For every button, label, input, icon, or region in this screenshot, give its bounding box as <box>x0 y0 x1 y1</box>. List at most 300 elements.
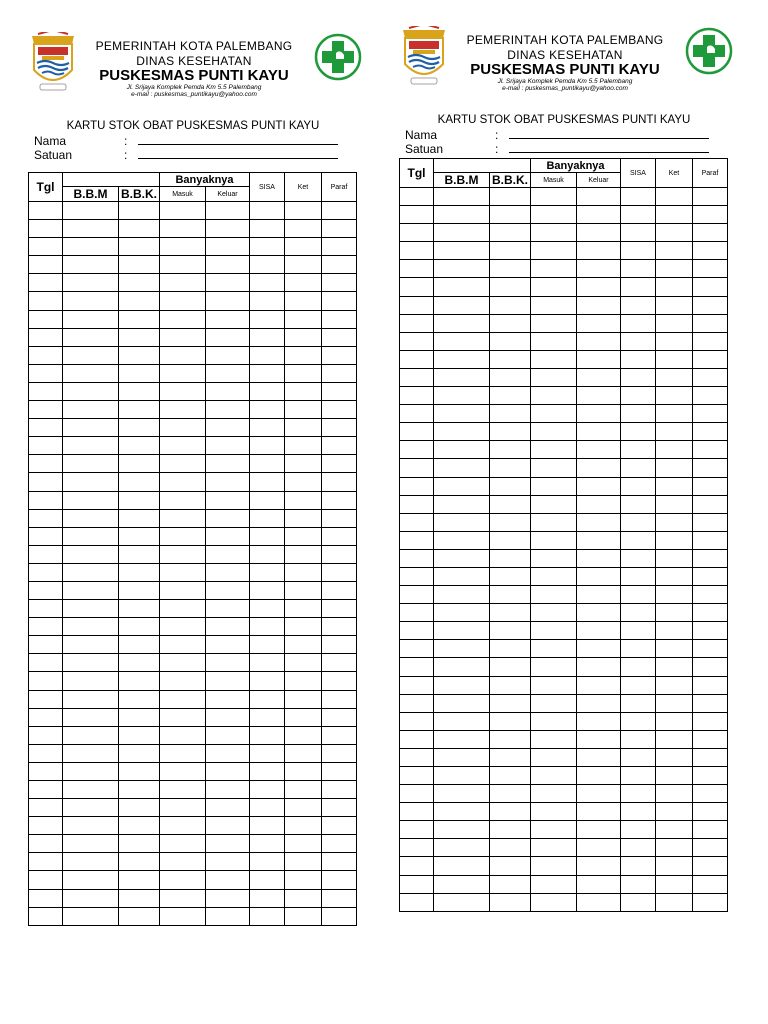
cell-paraf[interactable] <box>693 622 728 640</box>
cell-sisa[interactable] <box>621 893 656 911</box>
cell-paraf[interactable] <box>693 712 728 730</box>
cell-tgl[interactable] <box>29 437 63 455</box>
cell-bbk[interactable] <box>119 618 160 636</box>
cell-paraf[interactable] <box>693 658 728 676</box>
cell-masuk[interactable] <box>160 419 206 437</box>
cell-ket[interactable] <box>285 527 322 545</box>
cell-paraf[interactable] <box>693 495 728 513</box>
cell-paraf[interactable] <box>693 296 728 314</box>
cell-keluar[interactable] <box>577 332 621 350</box>
cell-ket[interactable] <box>656 260 693 278</box>
cell-paraf[interactable] <box>322 799 357 817</box>
cell-masuk[interactable] <box>531 188 577 206</box>
cell-keluar[interactable] <box>206 455 250 473</box>
cell-paraf[interactable] <box>322 202 357 220</box>
cell-paraf[interactable] <box>693 785 728 803</box>
cell-bbk[interactable] <box>119 853 160 871</box>
cell-keluar[interactable] <box>577 622 621 640</box>
cell-bbk[interactable] <box>119 799 160 817</box>
cell-masuk[interactable] <box>531 350 577 368</box>
cell-keluar[interactable] <box>206 726 250 744</box>
cell-ket[interactable] <box>656 423 693 441</box>
cell-keluar[interactable] <box>577 839 621 857</box>
cell-paraf[interactable] <box>322 781 357 799</box>
cell-bbk[interactable] <box>490 314 531 332</box>
cell-keluar[interactable] <box>206 744 250 762</box>
cell-tgl[interactable] <box>400 206 434 224</box>
cell-paraf[interactable] <box>693 839 728 857</box>
cell-bbk[interactable] <box>119 292 160 310</box>
cell-sisa[interactable] <box>621 567 656 585</box>
cell-bbk[interactable] <box>119 527 160 545</box>
cell-tgl[interactable] <box>29 328 63 346</box>
cell-masuk[interactable] <box>160 455 206 473</box>
cell-sisa[interactable] <box>250 654 285 672</box>
cell-keluar[interactable] <box>206 202 250 220</box>
cell-ket[interactable] <box>656 278 693 296</box>
cell-tgl[interactable] <box>29 744 63 762</box>
cell-tgl[interactable] <box>400 441 434 459</box>
cell-keluar[interactable] <box>577 477 621 495</box>
cell-bbk[interactable] <box>119 744 160 762</box>
cell-bbm[interactable] <box>63 762 119 780</box>
cell-paraf[interactable] <box>693 242 728 260</box>
cell-masuk[interactable] <box>160 817 206 835</box>
cell-keluar[interactable] <box>206 889 250 907</box>
cell-keluar[interactable] <box>206 563 250 581</box>
cell-bbm[interactable] <box>434 423 490 441</box>
cell-bbk[interactable] <box>490 875 531 893</box>
cell-sisa[interactable] <box>621 513 656 531</box>
cell-paraf[interactable] <box>693 676 728 694</box>
cell-bbk[interactable] <box>490 821 531 839</box>
cell-bbm[interactable] <box>434 567 490 585</box>
cell-bbk[interactable] <box>490 405 531 423</box>
cell-tgl[interactable] <box>400 188 434 206</box>
cell-sisa[interactable] <box>250 382 285 400</box>
cell-tgl[interactable] <box>29 419 63 437</box>
cell-sisa[interactable] <box>621 875 656 893</box>
cell-bbk[interactable] <box>119 545 160 563</box>
cell-bbk[interactable] <box>490 332 531 350</box>
cell-paraf[interactable] <box>693 821 728 839</box>
cell-keluar[interactable] <box>577 658 621 676</box>
cell-tgl[interactable] <box>29 871 63 889</box>
cell-sisa[interactable] <box>621 459 656 477</box>
cell-sisa[interactable] <box>621 350 656 368</box>
cell-ket[interactable] <box>656 350 693 368</box>
cell-sisa[interactable] <box>250 853 285 871</box>
cell-masuk[interactable] <box>531 260 577 278</box>
cell-tgl[interactable] <box>29 817 63 835</box>
cell-tgl[interactable] <box>400 296 434 314</box>
cell-paraf[interactable] <box>322 401 357 419</box>
cell-paraf[interactable] <box>322 581 357 599</box>
cell-tgl[interactable] <box>400 260 434 278</box>
cell-bbm[interactable] <box>434 586 490 604</box>
cell-keluar[interactable] <box>577 260 621 278</box>
cell-ket[interactable] <box>656 368 693 386</box>
cell-ket[interactable] <box>656 188 693 206</box>
cell-keluar[interactable] <box>577 875 621 893</box>
cell-bbm[interactable] <box>63 346 119 364</box>
cell-bbk[interactable] <box>490 242 531 260</box>
cell-ket[interactable] <box>656 622 693 640</box>
cell-masuk[interactable] <box>160 220 206 238</box>
cell-tgl[interactable] <box>400 875 434 893</box>
cell-sisa[interactable] <box>621 622 656 640</box>
cell-paraf[interactable] <box>322 310 357 328</box>
cell-sisa[interactable] <box>250 781 285 799</box>
cell-bbk[interactable] <box>119 238 160 256</box>
cell-tgl[interactable] <box>400 658 434 676</box>
cell-keluar[interactable] <box>206 346 250 364</box>
cell-bbm[interactable] <box>63 437 119 455</box>
cell-bbm[interactable] <box>434 712 490 730</box>
cell-sisa[interactable] <box>250 220 285 238</box>
cell-tgl[interactable] <box>400 332 434 350</box>
cell-paraf[interactable] <box>322 274 357 292</box>
cell-tgl[interactable] <box>29 346 63 364</box>
cell-sisa[interactable] <box>250 256 285 274</box>
cell-bbm[interactable] <box>63 310 119 328</box>
cell-paraf[interactable] <box>322 545 357 563</box>
cell-tgl[interactable] <box>29 310 63 328</box>
cell-sisa[interactable] <box>621 730 656 748</box>
cell-masuk[interactable] <box>531 694 577 712</box>
cell-tgl[interactable] <box>29 509 63 527</box>
cell-bbm[interactable] <box>63 907 119 925</box>
cell-ket[interactable] <box>656 658 693 676</box>
cell-masuk[interactable] <box>160 202 206 220</box>
cell-sisa[interactable] <box>621 803 656 821</box>
cell-tgl[interactable] <box>29 545 63 563</box>
cell-tgl[interactable] <box>29 473 63 491</box>
cell-bbk[interactable] <box>119 220 160 238</box>
cell-keluar[interactable] <box>206 654 250 672</box>
cell-bbk[interactable] <box>490 549 531 567</box>
cell-bbm[interactable] <box>63 455 119 473</box>
cell-masuk[interactable] <box>531 640 577 658</box>
cell-sisa[interactable] <box>621 767 656 785</box>
cell-bbk[interactable] <box>490 767 531 785</box>
cell-ket[interactable] <box>656 694 693 712</box>
cell-paraf[interactable] <box>322 762 357 780</box>
cell-ket[interactable] <box>285 491 322 509</box>
cell-ket[interactable] <box>285 781 322 799</box>
cell-masuk[interactable] <box>531 531 577 549</box>
cell-keluar[interactable] <box>206 690 250 708</box>
cell-masuk[interactable] <box>160 473 206 491</box>
cell-keluar[interactable] <box>206 401 250 419</box>
cell-sisa[interactable] <box>621 821 656 839</box>
cell-sisa[interactable] <box>250 346 285 364</box>
cell-masuk[interactable] <box>160 726 206 744</box>
cell-paraf[interactable] <box>322 328 357 346</box>
cell-ket[interactable] <box>285 364 322 382</box>
cell-bbk[interactable] <box>490 350 531 368</box>
cell-keluar[interactable] <box>206 419 250 437</box>
cell-keluar[interactable] <box>577 405 621 423</box>
cell-ket[interactable] <box>285 817 322 835</box>
cell-paraf[interactable] <box>322 871 357 889</box>
cell-bbk[interactable] <box>490 748 531 766</box>
cell-ket[interactable] <box>285 690 322 708</box>
cell-paraf[interactable] <box>322 907 357 925</box>
cell-bbk[interactable] <box>119 328 160 346</box>
cell-masuk[interactable] <box>531 368 577 386</box>
cell-masuk[interactable] <box>531 803 577 821</box>
cell-bbm[interactable] <box>63 636 119 654</box>
cell-masuk[interactable] <box>160 256 206 274</box>
cell-tgl[interactable] <box>400 712 434 730</box>
cell-ket[interactable] <box>656 224 693 242</box>
cell-bbk[interactable] <box>119 256 160 274</box>
cell-sisa[interactable] <box>621 604 656 622</box>
cell-tgl[interactable] <box>400 224 434 242</box>
cell-masuk[interactable] <box>160 636 206 654</box>
cell-bbm[interactable] <box>63 600 119 618</box>
cell-keluar[interactable] <box>577 441 621 459</box>
cell-ket[interactable] <box>285 509 322 527</box>
cell-sisa[interactable] <box>621 188 656 206</box>
cell-masuk[interactable] <box>531 387 577 405</box>
cell-sisa[interactable] <box>250 871 285 889</box>
cell-sisa[interactable] <box>621 549 656 567</box>
cell-paraf[interactable] <box>322 835 357 853</box>
cell-ket[interactable] <box>285 382 322 400</box>
cell-bbm[interactable] <box>434 748 490 766</box>
cell-sisa[interactable] <box>250 292 285 310</box>
cell-ket[interactable] <box>656 730 693 748</box>
cell-bbk[interactable] <box>119 871 160 889</box>
cell-masuk[interactable] <box>531 405 577 423</box>
cell-sisa[interactable] <box>250 690 285 708</box>
cell-sisa[interactable] <box>621 206 656 224</box>
cell-paraf[interactable] <box>693 694 728 712</box>
cell-ket[interactable] <box>285 654 322 672</box>
cell-paraf[interactable] <box>322 889 357 907</box>
cell-bbk[interactable] <box>490 495 531 513</box>
cell-bbk[interactable] <box>490 459 531 477</box>
cell-bbm[interactable] <box>63 672 119 690</box>
cell-bbm[interactable] <box>63 871 119 889</box>
cell-ket[interactable] <box>656 206 693 224</box>
cell-masuk[interactable] <box>531 567 577 585</box>
cell-masuk[interactable] <box>160 672 206 690</box>
cell-ket[interactable] <box>656 586 693 604</box>
cell-tgl[interactable] <box>400 785 434 803</box>
cell-paraf[interactable] <box>322 292 357 310</box>
cell-bbk[interactable] <box>490 260 531 278</box>
cell-bbk[interactable] <box>119 781 160 799</box>
cell-masuk[interactable] <box>531 893 577 911</box>
cell-sisa[interactable] <box>621 332 656 350</box>
cell-bbk[interactable] <box>119 491 160 509</box>
cell-bbk[interactable] <box>490 423 531 441</box>
cell-bbk[interactable] <box>490 387 531 405</box>
cell-tgl[interactable] <box>29 799 63 817</box>
cell-ket[interactable] <box>285 672 322 690</box>
cell-masuk[interactable] <box>531 206 577 224</box>
cell-keluar[interactable] <box>206 799 250 817</box>
cell-paraf[interactable] <box>322 690 357 708</box>
cell-sisa[interactable] <box>250 238 285 256</box>
cell-masuk[interactable] <box>160 491 206 509</box>
cell-tgl[interactable] <box>400 423 434 441</box>
cell-paraf[interactable] <box>693 567 728 585</box>
cell-bbm[interactable] <box>63 563 119 581</box>
cell-tgl[interactable] <box>400 278 434 296</box>
cell-bbm[interactable] <box>434 694 490 712</box>
cell-masuk[interactable] <box>160 364 206 382</box>
cell-sisa[interactable] <box>250 889 285 907</box>
cell-bbm[interactable] <box>63 618 119 636</box>
cell-paraf[interactable] <box>693 893 728 911</box>
cell-bbk[interactable] <box>119 202 160 220</box>
cell-bbk[interactable] <box>119 346 160 364</box>
cell-bbk[interactable] <box>119 907 160 925</box>
cell-keluar[interactable] <box>206 310 250 328</box>
cell-tgl[interactable] <box>29 563 63 581</box>
cell-sisa[interactable] <box>250 817 285 835</box>
cell-ket[interactable] <box>656 405 693 423</box>
cell-bbm[interactable] <box>434 296 490 314</box>
cell-bbm[interactable] <box>434 513 490 531</box>
cell-bbm[interactable] <box>434 495 490 513</box>
cell-ket[interactable] <box>285 889 322 907</box>
cell-masuk[interactable] <box>160 346 206 364</box>
cell-bbk[interactable] <box>119 364 160 382</box>
cell-ket[interactable] <box>656 495 693 513</box>
cell-ket[interactable] <box>656 549 693 567</box>
cell-tgl[interactable] <box>400 748 434 766</box>
cell-sisa[interactable] <box>621 296 656 314</box>
cell-bbk[interactable] <box>119 690 160 708</box>
cell-ket[interactable] <box>285 853 322 871</box>
cell-masuk[interactable] <box>531 586 577 604</box>
cell-sisa[interactable] <box>621 423 656 441</box>
cell-bbm[interactable] <box>434 821 490 839</box>
cell-paraf[interactable] <box>693 748 728 766</box>
cell-tgl[interactable] <box>29 889 63 907</box>
cell-bbk[interactable] <box>119 636 160 654</box>
cell-masuk[interactable] <box>531 278 577 296</box>
cell-ket[interactable] <box>285 581 322 599</box>
cell-paraf[interactable] <box>322 618 357 636</box>
cell-sisa[interactable] <box>621 495 656 513</box>
cell-keluar[interactable] <box>577 767 621 785</box>
cell-masuk[interactable] <box>160 708 206 726</box>
cell-keluar[interactable] <box>577 640 621 658</box>
cell-keluar[interactable] <box>577 694 621 712</box>
cell-bbk[interactable] <box>490 441 531 459</box>
cell-masuk[interactable] <box>531 513 577 531</box>
cell-sisa[interactable] <box>621 857 656 875</box>
cell-paraf[interactable] <box>693 206 728 224</box>
cell-keluar[interactable] <box>206 509 250 527</box>
cell-bbk[interactable] <box>119 382 160 400</box>
cell-keluar[interactable] <box>206 817 250 835</box>
cell-masuk[interactable] <box>531 875 577 893</box>
cell-ket[interactable] <box>656 893 693 911</box>
cell-masuk[interactable] <box>160 600 206 618</box>
cell-paraf[interactable] <box>322 744 357 762</box>
cell-keluar[interactable] <box>206 274 250 292</box>
cell-sisa[interactable] <box>250 545 285 563</box>
cell-bbm[interactable] <box>434 785 490 803</box>
cell-tgl[interactable] <box>400 242 434 260</box>
cell-masuk[interactable] <box>160 781 206 799</box>
cell-ket[interactable] <box>285 708 322 726</box>
cell-keluar[interactable] <box>206 292 250 310</box>
cell-masuk[interactable] <box>160 238 206 256</box>
cell-bbk[interactable] <box>490 694 531 712</box>
cell-ket[interactable] <box>285 799 322 817</box>
cell-ket[interactable] <box>656 567 693 585</box>
cell-ket[interactable] <box>285 274 322 292</box>
cell-keluar[interactable] <box>206 618 250 636</box>
cell-paraf[interactable] <box>693 586 728 604</box>
cell-keluar[interactable] <box>206 871 250 889</box>
cell-masuk[interactable] <box>160 437 206 455</box>
cell-paraf[interactable] <box>693 513 728 531</box>
cell-ket[interactable] <box>285 762 322 780</box>
cell-tgl[interactable] <box>400 567 434 585</box>
cell-paraf[interactable] <box>693 875 728 893</box>
cell-bbk[interactable] <box>119 654 160 672</box>
cell-ket[interactable] <box>285 310 322 328</box>
cell-paraf[interactable] <box>693 423 728 441</box>
cell-keluar[interactable] <box>206 328 250 346</box>
satuan-blank-line[interactable] <box>509 152 709 153</box>
cell-sisa[interactable] <box>621 387 656 405</box>
cell-bbk[interactable] <box>119 419 160 437</box>
cell-paraf[interactable] <box>322 563 357 581</box>
cell-keluar[interactable] <box>577 803 621 821</box>
cell-sisa[interactable] <box>250 708 285 726</box>
cell-ket[interactable] <box>285 328 322 346</box>
cell-keluar[interactable] <box>206 545 250 563</box>
cell-keluar[interactable] <box>577 206 621 224</box>
cell-bbm[interactable] <box>63 708 119 726</box>
cell-masuk[interactable] <box>531 730 577 748</box>
cell-ket[interactable] <box>656 441 693 459</box>
cell-bbm[interactable] <box>434 387 490 405</box>
cell-keluar[interactable] <box>577 893 621 911</box>
cell-sisa[interactable] <box>250 455 285 473</box>
cell-tgl[interactable] <box>29 220 63 238</box>
cell-sisa[interactable] <box>621 368 656 386</box>
cell-bbk[interactable] <box>490 658 531 676</box>
cell-paraf[interactable] <box>693 531 728 549</box>
cell-ket[interactable] <box>285 220 322 238</box>
cell-sisa[interactable] <box>250 672 285 690</box>
cell-masuk[interactable] <box>531 224 577 242</box>
cell-keluar[interactable] <box>206 853 250 871</box>
cell-paraf[interactable] <box>322 853 357 871</box>
cell-keluar[interactable] <box>206 672 250 690</box>
cell-masuk[interactable] <box>531 676 577 694</box>
cell-bbk[interactable] <box>119 509 160 527</box>
cell-paraf[interactable] <box>322 817 357 835</box>
cell-keluar[interactable] <box>577 459 621 477</box>
cell-keluar[interactable] <box>577 676 621 694</box>
cell-paraf[interactable] <box>322 419 357 437</box>
cell-paraf[interactable] <box>693 459 728 477</box>
cell-sisa[interactable] <box>621 405 656 423</box>
cell-tgl[interactable] <box>29 781 63 799</box>
